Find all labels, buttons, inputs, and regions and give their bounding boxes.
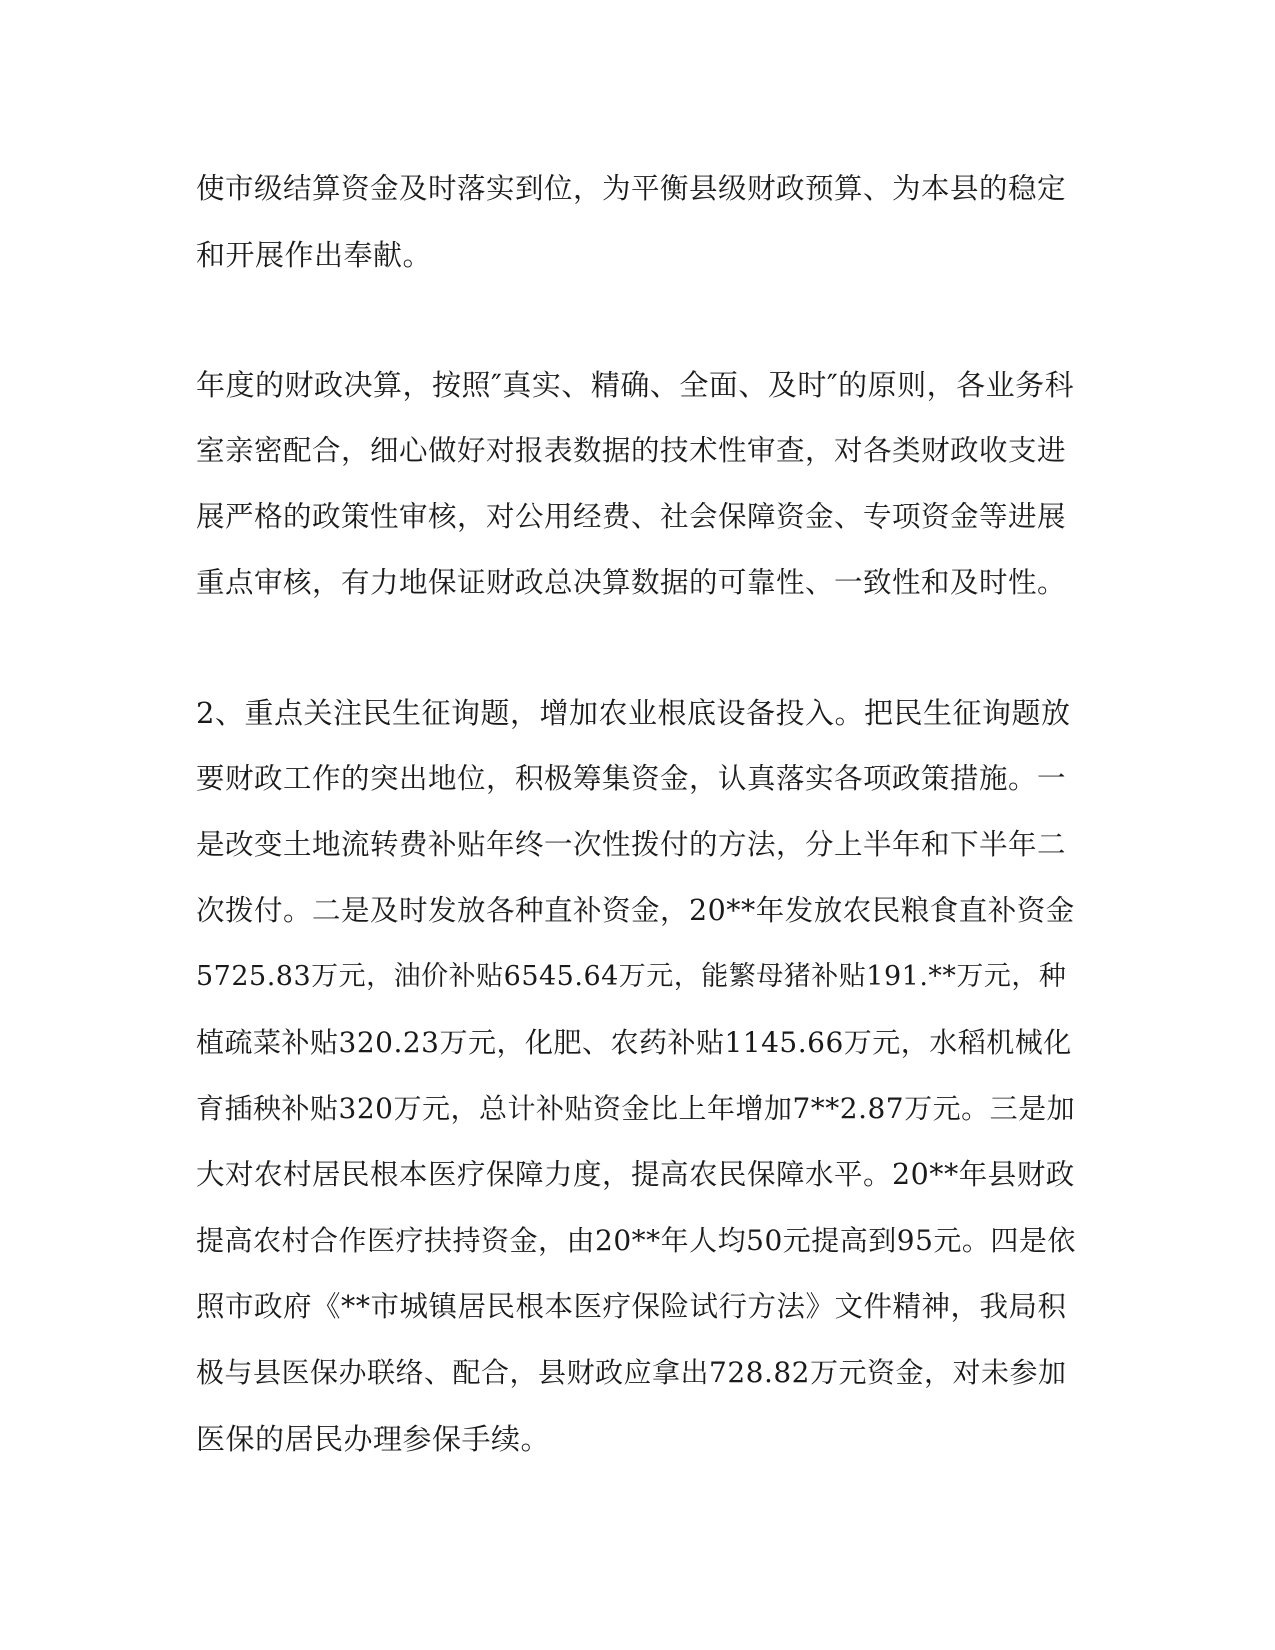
text-line: 2、重点关注民生征询题，增加农业根底设备投入。把民生征询题放 xyxy=(196,696,1071,730)
text-line: 室亲密配合，细心做好对报表数据的技术性审查，对各类财政收支进 xyxy=(196,434,1067,467)
text-line: 育插秧补贴320万元，总计补贴资金比上年增加7**2.87万元。三是加 xyxy=(196,1092,1076,1125)
text-line: 重点审核，有力地保证财政总决算数据的可靠性、一致性和及时性。 xyxy=(196,566,1067,599)
text-line: 植疏菜补贴320.23万元，化肥、农药补贴1145.66万元，水稻机械化 xyxy=(196,1026,1072,1059)
paragraph xyxy=(196,680,1076,1472)
text-line: 医保的居民办理参保手续。 xyxy=(196,1422,551,1456)
text-line: 大对农村居民根本医疗保障力度，提高农民保障水平。20**年县财政 xyxy=(196,1158,1075,1191)
text-line: 照市政府《**市城镇居民根本医疗保险试行方法》文件精神，我局积 xyxy=(196,1290,1067,1323)
text-line: 是改变土地流转费补贴年终一次性拨付的方法，分上半年和下半年二 xyxy=(196,828,1067,861)
text-line: 展严格的政策性审核，对公用经费、社会保障资金、专项资金等进展 xyxy=(196,500,1067,533)
paragraph xyxy=(196,156,1076,288)
text-line: 极与县医保办联络、配合，县财政应拿出728.82万元资金，对未参加 xyxy=(196,1356,1067,1389)
text-line: 5725.83万元，油价补贴6545.64万元，能繁母猪补贴191.**万元，种 xyxy=(196,961,1067,992)
paragraph xyxy=(196,352,1076,616)
text-line: 使市级结算资金及时落实到位，为平衡县级财政预算、为本县的稳定 xyxy=(196,172,1067,205)
text-line: 和开展作出奉献。 xyxy=(196,238,433,272)
text-line: 年度的财政决算，按照″真实、精确、全面、及时″的原则，各业务科 xyxy=(196,368,1075,402)
text-line: 要财政工作的突出地位，积极筹集资金，认真落实各项政策措施。一 xyxy=(196,762,1067,795)
text-line: 次拨付。二是及时发放各种直补资金，20**年发放农民粮食直补资金 xyxy=(196,894,1075,927)
text-line: 提高农村合作医疗扶持资金，由20**年人均50元提高到95元。四是依 xyxy=(196,1224,1076,1257)
